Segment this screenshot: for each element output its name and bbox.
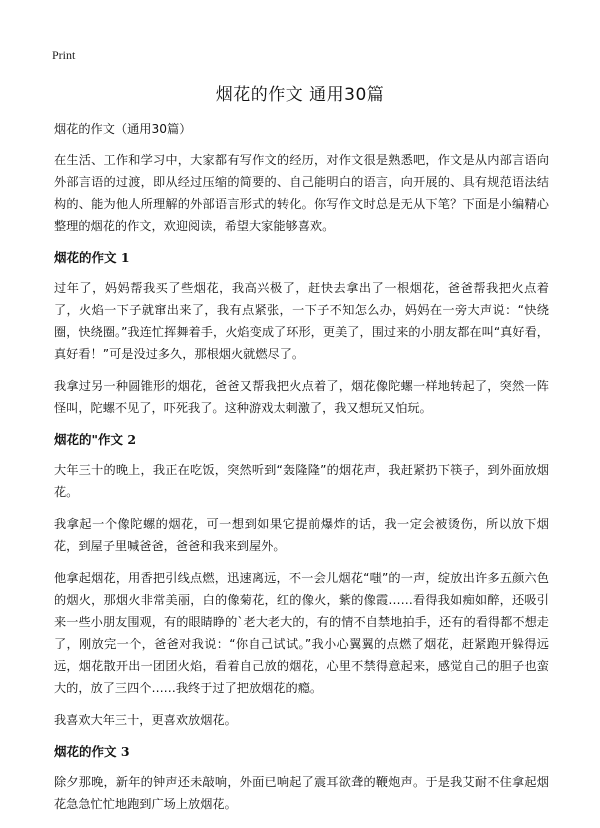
section-3-paragraph-1: 除夕那晚，新年的钟声还未敲响，外面已响起了震耳欲聋的鞭炮声。于是我艾耐不住拿起烟花急急忙忙地跑到广场上放烟花。 — [54, 775, 549, 811]
document-subtitle: 烟花的作文（通用30篇） — [54, 122, 192, 136]
section-heading-2: 烟花的"作文 2 — [54, 432, 137, 447]
section-2-paragraph-2: 我拿起一个像陀螺的烟花，可一想到如果它提前爆炸的话，我一定会被烫伤，所以放下烟花，到屋子里喊爸爸，爸爸和我来到屋外。 — [54, 517, 549, 553]
section-heading-3: 烟花的作文 3 — [54, 744, 130, 759]
document-body — [54, 118, 549, 825]
section-2-paragraph-3: 他拿起烟花，用香把引线点燃，迅速离远，不一会儿烟花“嗤”的一声，绽放出许多五颜六色的烟火，那烟火非常美丽，白的像菊花，红的像火，紫的像霞……看得我如痴如醉，还吸引来一些小朋友围观，有的眼睛睁的`老大老大的，有的情不自禁地拍手，还有的看得都不想走了，刚放完一个，爸爸对我说：“你自己试试。”我小心翼翼的点燃了烟花，赶紧跑开躲得远远，烟花散开出一团团火焰，看着自己放的烟花，心里不禁得意起来，感觉自己的胆子也蛮大的，放了三四个……我终于过了把放烟花的瘾。 — [54, 571, 549, 695]
print-link[interactable]: Print — [52, 48, 76, 62]
page-title: 烟花的作文 通用30篇 — [215, 85, 385, 105]
section-heading-1: 烟花的作文 1 — [54, 250, 130, 265]
section-1-paragraph-1: 过年了，妈妈帮我买了些烟花，我高兴极了，赶快去拿出了一根烟花，爸爸帮我把火点着了，火焰一下子就窜出来了，我有点紧张，一下子不知怎么办，妈妈在一旁大声说：“快绕圈，快绕圈。”我连忙挥舞着手，火焰变成了环形，更美了，围过来的小朋友都在叫“真好看，真好看！”可是没过多久，那根烟火就燃尽了。 — [54, 281, 549, 361]
section-2-paragraph-4: 我喜欢大年三十，更喜欢放烟花。 — [54, 713, 237, 727]
section-1-paragraph-2: 我拿过另一种圆锥形的烟花，爸爸又帮我把火点着了，烟花像陀螺一样地转起了，突然一阵怪叫，陀螺不见了，吓死我了。这种游戏太刺激了，我又想玩又怕玩。 — [54, 379, 549, 415]
intro-paragraph: 在生活、工作和学习中，大家都有写作文的经历，对作文很是熟悉吧，作文是从内部言语向外部言语的过渡，即从经过压缩的简要的、自己能明白的语言，向开展的、具有规范语法结构的、能为他人所理解的外部语言形式的转化。你写作文时总是无从下笔？下面是小编精心整理的烟花的作文，欢迎阅读，希望大家能够喜欢。 — [54, 153, 549, 233]
section-2-paragraph-1: 大年三十的晚上，我正在吃饭，突然听到“轰隆隆”的烟花声，我赶紧扔下筷子，到外面放烟花。 — [54, 463, 549, 499]
